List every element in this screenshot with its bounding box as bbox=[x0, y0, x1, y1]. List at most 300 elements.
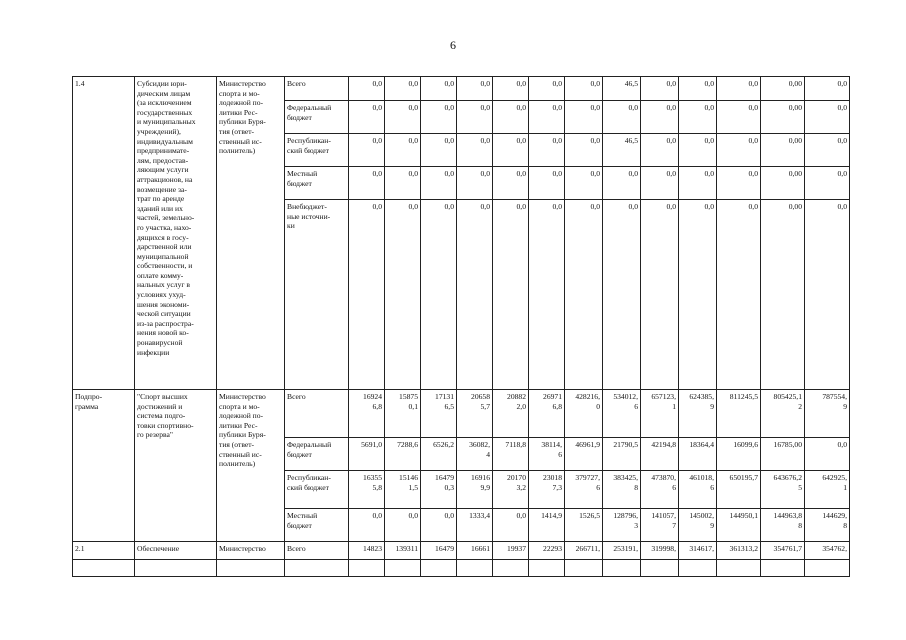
section-name-line: ляющим услуги bbox=[137, 165, 189, 175]
empty-cell bbox=[421, 560, 457, 577]
section-name-line: предпринимате- bbox=[137, 146, 190, 156]
value: 0,0 bbox=[480, 136, 490, 145]
value-cell bbox=[565, 390, 603, 438]
section-name-line: го участка, нахо- bbox=[137, 222, 192, 232]
value-cell bbox=[349, 134, 385, 167]
table-row-continued bbox=[73, 560, 850, 577]
funding-source-line: бюджет bbox=[287, 449, 312, 459]
funding-source-line: Республикан- bbox=[287, 473, 331, 482]
value-cell bbox=[565, 134, 603, 167]
value-part: 23018 bbox=[543, 473, 562, 482]
value-cell bbox=[421, 509, 457, 542]
section-name-line: Субсидии юри- bbox=[137, 79, 187, 88]
value-cell bbox=[565, 101, 603, 134]
value-part: 6 bbox=[672, 482, 676, 492]
value-cell bbox=[805, 101, 850, 134]
value: 0,0 bbox=[408, 136, 418, 145]
value-part: 46961,9 bbox=[575, 440, 600, 449]
value-part: 6 bbox=[596, 482, 600, 492]
value: 0,0 bbox=[748, 79, 758, 88]
funding-source-line: Республикан- bbox=[287, 136, 331, 145]
value-part: 0,0 bbox=[837, 440, 847, 449]
executor-line: тия (ответ- bbox=[219, 126, 255, 136]
value-part: 6,5 bbox=[444, 401, 454, 411]
value: 16661 bbox=[471, 544, 490, 553]
value-part: 6,8 bbox=[552, 401, 562, 411]
executor-line: Министерство bbox=[219, 79, 266, 88]
executor-line: литики Рес- bbox=[219, 107, 258, 117]
value-part: 3,2 bbox=[516, 482, 526, 492]
value: 0,0 bbox=[748, 169, 758, 178]
value-cell bbox=[349, 390, 385, 438]
value-cell bbox=[761, 167, 805, 200]
section-name-line: дящихся в госу- bbox=[137, 232, 189, 242]
value-cell bbox=[457, 200, 493, 390]
value-cell bbox=[457, 471, 493, 509]
value: 0,0 bbox=[552, 136, 562, 145]
section-name-cell bbox=[135, 390, 217, 542]
value: 0,0 bbox=[516, 136, 526, 145]
value: 0,0 bbox=[408, 79, 418, 88]
value-cell bbox=[529, 200, 565, 390]
value: 266711, bbox=[575, 544, 600, 553]
value-part: 9 bbox=[710, 401, 714, 411]
value-part: 0 bbox=[596, 401, 600, 411]
value-cell bbox=[493, 200, 529, 390]
value-part: 17131 bbox=[435, 392, 454, 401]
section-name-line: муниципальной bbox=[137, 251, 189, 261]
value: 0,0 bbox=[444, 202, 454, 211]
value: 354761,7 bbox=[773, 544, 802, 553]
value: 0,0 bbox=[372, 79, 382, 88]
section-name-line: из-за распростра- bbox=[137, 318, 194, 328]
value-cell bbox=[641, 77, 679, 101]
executor-line: ственный ис- bbox=[219, 449, 262, 459]
value-part: 9 bbox=[710, 520, 714, 530]
value: 0,0 bbox=[590, 202, 600, 211]
section-code: Подпро- bbox=[75, 392, 103, 401]
value: 0,0 bbox=[628, 202, 638, 211]
value: 46,5 bbox=[624, 79, 638, 88]
value-part: 657123, bbox=[651, 392, 676, 401]
value-part: 0,0 bbox=[444, 511, 454, 520]
value-cell bbox=[717, 167, 761, 200]
value-cell bbox=[529, 509, 565, 542]
value-cell bbox=[679, 438, 717, 471]
value-cell bbox=[641, 101, 679, 134]
section-name-line: лям, предостав- bbox=[137, 155, 189, 165]
value-cell bbox=[493, 101, 529, 134]
value-cell bbox=[717, 471, 761, 509]
value-part: 144629, bbox=[822, 511, 847, 520]
value: 0,0 bbox=[480, 103, 490, 112]
value: 0,0 bbox=[666, 169, 676, 178]
value: 0,0 bbox=[837, 103, 847, 112]
value-cell bbox=[385, 167, 421, 200]
value-part: 461018, bbox=[689, 473, 714, 482]
section-name-cell bbox=[135, 542, 217, 560]
section-name-line: "Спорт высших bbox=[137, 392, 188, 401]
value: 22293 bbox=[543, 544, 562, 553]
value: 0,0 bbox=[666, 103, 676, 112]
value: 0,0 bbox=[372, 169, 382, 178]
funding-source-cell bbox=[285, 509, 349, 542]
value: 0,0 bbox=[372, 103, 382, 112]
value: 0,0 bbox=[704, 169, 714, 178]
value-cell bbox=[679, 167, 717, 200]
value-cell bbox=[493, 542, 529, 560]
value-part: 16924 bbox=[363, 392, 382, 401]
value-cell bbox=[679, 134, 717, 167]
value-cell bbox=[385, 134, 421, 167]
value-cell bbox=[717, 542, 761, 560]
section-name-line: ческой ситуации bbox=[137, 309, 191, 319]
value-part: 0,1 bbox=[408, 401, 418, 411]
empty-cell bbox=[73, 560, 135, 577]
value-part: 4 bbox=[486, 449, 490, 459]
value-cell bbox=[603, 390, 641, 438]
value-part: 1,5 bbox=[408, 482, 418, 492]
value-part: 9 bbox=[843, 401, 847, 411]
value-cell bbox=[457, 167, 493, 200]
funding-source-line: Всего bbox=[287, 79, 306, 88]
value-cell bbox=[349, 438, 385, 471]
value-cell bbox=[493, 438, 529, 471]
executor-line: тия (ответ- bbox=[219, 439, 255, 449]
value-cell bbox=[641, 471, 679, 509]
funding-source-line: Местный bbox=[287, 169, 318, 178]
funding-source-line: Всего bbox=[287, 544, 306, 553]
value-cell bbox=[349, 471, 385, 509]
value-cell bbox=[679, 390, 717, 438]
value-part: 1333,4 bbox=[469, 511, 490, 520]
value-cell bbox=[457, 542, 493, 560]
value-part: 7288,6 bbox=[397, 440, 418, 449]
value-part: 383425, bbox=[613, 473, 638, 482]
section-name-line: частей, земельно- bbox=[137, 213, 195, 223]
value-cell bbox=[493, 134, 529, 167]
value-cell bbox=[717, 509, 761, 542]
value-part: 811245,5 bbox=[729, 392, 758, 401]
value-part: 0,3 bbox=[444, 482, 454, 492]
budget-table bbox=[72, 76, 850, 577]
value: 319998, bbox=[651, 544, 676, 553]
value-cell bbox=[565, 438, 603, 471]
value-cell bbox=[761, 438, 805, 471]
executor-line: лодежной по- bbox=[219, 411, 264, 421]
value-part: 8 bbox=[634, 482, 638, 492]
value-cell bbox=[421, 471, 457, 509]
value-part: 642925, bbox=[822, 473, 847, 482]
section-name-line: дическим лицам bbox=[137, 88, 191, 98]
value-part: 7 bbox=[672, 520, 676, 530]
value-cell bbox=[603, 134, 641, 167]
value-cell bbox=[385, 471, 421, 509]
value-part: 8 bbox=[843, 520, 847, 530]
section-name-line: государственных bbox=[137, 107, 193, 117]
value: 0,0 bbox=[628, 103, 638, 112]
value-cell bbox=[641, 200, 679, 390]
value-cell bbox=[641, 438, 679, 471]
value-part: 18364,4 bbox=[689, 440, 714, 449]
executor-line: Министерство bbox=[219, 392, 266, 401]
empty-cell bbox=[679, 560, 717, 577]
value: 0,0 bbox=[444, 103, 454, 112]
value: 0,0 bbox=[516, 202, 526, 211]
value-cell bbox=[805, 167, 850, 200]
empty-cell bbox=[285, 560, 349, 577]
value-part: 141057, bbox=[651, 511, 676, 520]
value-part: 428216, bbox=[575, 392, 600, 401]
section-name-line: возмещение за- bbox=[137, 184, 187, 194]
value-cell bbox=[529, 134, 565, 167]
funding-source-line: Федеральный bbox=[287, 440, 332, 449]
value-part: 15146 bbox=[399, 473, 418, 482]
value-cell bbox=[641, 134, 679, 167]
value-cell bbox=[421, 390, 457, 438]
value-cell bbox=[603, 167, 641, 200]
value: 0,0 bbox=[837, 202, 847, 211]
value-part: 144950,1 bbox=[729, 511, 758, 520]
value: 139311 bbox=[395, 544, 418, 553]
value: 0,0 bbox=[516, 79, 526, 88]
empty-cell bbox=[217, 560, 285, 577]
value-part: 534012, bbox=[613, 392, 638, 401]
value-part: 9,9 bbox=[480, 482, 490, 492]
value-part: 2,0 bbox=[516, 401, 526, 411]
value-cell bbox=[385, 438, 421, 471]
value-part: 1526,5 bbox=[579, 511, 600, 520]
value-cell bbox=[679, 101, 717, 134]
value-cell bbox=[349, 101, 385, 134]
value: 0,0 bbox=[480, 79, 490, 88]
value: 0,0 bbox=[837, 79, 847, 88]
value-cell bbox=[457, 101, 493, 134]
value-cell bbox=[457, 509, 493, 542]
value: 0,0 bbox=[480, 202, 490, 211]
section-name-cell bbox=[135, 77, 217, 390]
empty-cell bbox=[385, 560, 421, 577]
value-cell bbox=[761, 471, 805, 509]
value: 0,00 bbox=[788, 103, 802, 112]
funding-source-line: бюджет bbox=[287, 112, 312, 122]
empty-cell bbox=[135, 560, 217, 577]
empty-cell bbox=[761, 560, 805, 577]
value-part: 16355 bbox=[363, 473, 382, 482]
value: 0,0 bbox=[748, 202, 758, 211]
value: 0,0 bbox=[704, 103, 714, 112]
value-part: 6 bbox=[634, 401, 638, 411]
value-cell bbox=[805, 509, 850, 542]
section-code: 1.4 bbox=[75, 79, 85, 88]
executor-cell bbox=[217, 77, 285, 390]
value: 253191, bbox=[613, 544, 638, 553]
value-cell bbox=[761, 200, 805, 390]
value-part: 643676,2 bbox=[773, 473, 802, 482]
value: 0,0 bbox=[628, 169, 638, 178]
value-cell bbox=[385, 509, 421, 542]
value: 0,00 bbox=[788, 136, 802, 145]
value-cell bbox=[805, 200, 850, 390]
value-cell bbox=[805, 438, 850, 471]
value: 0,0 bbox=[704, 79, 714, 88]
value: 0,0 bbox=[444, 136, 454, 145]
value-cell bbox=[565, 509, 603, 542]
value: 0,0 bbox=[748, 103, 758, 112]
value-cell bbox=[565, 542, 603, 560]
section-name-line: и муниципальных bbox=[137, 117, 196, 127]
funding-source-line: бюджет bbox=[287, 178, 312, 188]
value-part: 20882 bbox=[507, 392, 526, 401]
value-cell bbox=[679, 77, 717, 101]
value: 0,0 bbox=[704, 136, 714, 145]
section-code: 2.1 bbox=[75, 544, 85, 553]
section-name-line: инфекции bbox=[137, 347, 170, 357]
value-part: 21790,5 bbox=[613, 440, 638, 449]
value-cell bbox=[421, 542, 457, 560]
value-part: 787554, bbox=[822, 392, 847, 401]
value: 0,0 bbox=[444, 169, 454, 178]
value: 14823 bbox=[363, 544, 382, 553]
value: 0,0 bbox=[372, 136, 382, 145]
value-cell bbox=[493, 509, 529, 542]
funding-source-cell bbox=[285, 471, 349, 509]
value-part: 805425,1 bbox=[773, 392, 802, 401]
value-cell bbox=[565, 471, 603, 509]
value-part: 0,0 bbox=[372, 511, 382, 520]
table-row bbox=[73, 77, 850, 101]
value-part: 16785,00 bbox=[773, 440, 802, 449]
value-cell bbox=[679, 471, 717, 509]
section-name-line: шения экономи- bbox=[137, 299, 190, 309]
value: 0,0 bbox=[666, 136, 676, 145]
value: 0,0 bbox=[552, 103, 562, 112]
value-part: 42194,8 bbox=[651, 440, 676, 449]
section-name-line: Обеспечение bbox=[137, 544, 180, 553]
value-cell bbox=[529, 77, 565, 101]
value: 0,0 bbox=[666, 79, 676, 88]
value: 0,00 bbox=[788, 79, 802, 88]
value-cell bbox=[679, 542, 717, 560]
value-cell bbox=[717, 200, 761, 390]
value-part: 6 bbox=[558, 449, 562, 459]
section-name-line: система подго- bbox=[137, 411, 186, 421]
value: 0,0 bbox=[480, 169, 490, 178]
value-cell bbox=[349, 200, 385, 390]
section-name-line: зданий или их bbox=[137, 203, 183, 213]
section-name-line: товки спортивно- bbox=[137, 420, 194, 430]
value: 0,0 bbox=[666, 202, 676, 211]
value-cell bbox=[565, 200, 603, 390]
value-part: 38114, bbox=[541, 440, 562, 449]
value-cell bbox=[421, 167, 457, 200]
value: 19937 bbox=[507, 544, 526, 553]
value-cell bbox=[349, 77, 385, 101]
section-code-cell bbox=[73, 390, 135, 542]
section-name-line: индивидуальным bbox=[137, 136, 193, 146]
funding-source-cell bbox=[285, 438, 349, 471]
value-cell bbox=[421, 101, 457, 134]
value: 16479 bbox=[435, 544, 454, 553]
value-cell bbox=[421, 77, 457, 101]
section-name-line: го резерва" bbox=[137, 430, 174, 440]
value-part: 128796, bbox=[613, 511, 638, 520]
funding-source-line: Внебюджет- bbox=[287, 202, 327, 211]
value-cell bbox=[603, 200, 641, 390]
value-cell bbox=[761, 101, 805, 134]
page-number: 6 bbox=[450, 38, 456, 52]
value-cell bbox=[421, 200, 457, 390]
funding-source-line: бюджет bbox=[287, 520, 312, 530]
funding-source-line: ский бюджет bbox=[287, 145, 329, 155]
value-cell bbox=[679, 200, 717, 390]
value: 0,0 bbox=[408, 103, 418, 112]
value-cell bbox=[641, 509, 679, 542]
section-code-cell bbox=[73, 542, 135, 560]
value-cell bbox=[641, 390, 679, 438]
section-name-line: дарственной или bbox=[137, 242, 192, 252]
value-cell bbox=[529, 542, 565, 560]
executor-line: публики Буря- bbox=[219, 430, 266, 440]
value-cell bbox=[679, 509, 717, 542]
value-part: 650195,7 bbox=[729, 473, 758, 482]
empty-cell bbox=[493, 560, 529, 577]
budget-table-body bbox=[73, 77, 850, 577]
empty-cell bbox=[565, 560, 603, 577]
value-cell bbox=[349, 542, 385, 560]
funding-source-line: ки bbox=[287, 221, 295, 231]
executor-line: литики Рес- bbox=[219, 420, 258, 430]
value-cell bbox=[421, 438, 457, 471]
value-cell bbox=[761, 134, 805, 167]
value-cell bbox=[761, 542, 805, 560]
section-code: грамма bbox=[75, 401, 99, 411]
funding-source-cell bbox=[285, 101, 349, 134]
value-cell bbox=[603, 438, 641, 471]
empty-cell bbox=[717, 560, 761, 577]
value: 0,0 bbox=[516, 169, 526, 178]
value-cell bbox=[641, 542, 679, 560]
value-part: 5 bbox=[798, 482, 802, 492]
executor-cell bbox=[217, 390, 285, 542]
value-part: 16479 bbox=[435, 473, 454, 482]
value-part: 15875 bbox=[399, 392, 418, 401]
value-cell bbox=[493, 471, 529, 509]
value-cell bbox=[457, 77, 493, 101]
value: 0,0 bbox=[590, 103, 600, 112]
value-part: 7118,8 bbox=[505, 440, 526, 449]
value-part: 16916 bbox=[471, 473, 490, 482]
funding-source-line: ные источни- bbox=[287, 211, 331, 221]
section-name-line: собственности, и bbox=[137, 261, 193, 271]
value-cell bbox=[805, 134, 850, 167]
value-cell bbox=[457, 134, 493, 167]
value-cell bbox=[761, 390, 805, 438]
value: 354762, bbox=[822, 544, 847, 553]
value-cell bbox=[761, 509, 805, 542]
value-cell bbox=[565, 77, 603, 101]
value-cell bbox=[603, 509, 641, 542]
value-part: 36082, bbox=[469, 440, 490, 449]
value-part: 473870, bbox=[651, 473, 676, 482]
value: 0,0 bbox=[552, 202, 562, 211]
value: 0,0 bbox=[590, 169, 600, 178]
value: 0,0 bbox=[590, 136, 600, 145]
executor-line: ственный ис- bbox=[219, 136, 262, 146]
value: 0,0 bbox=[444, 79, 454, 88]
value-part: 1 bbox=[672, 401, 676, 411]
funding-source-line: Местный bbox=[287, 511, 318, 520]
